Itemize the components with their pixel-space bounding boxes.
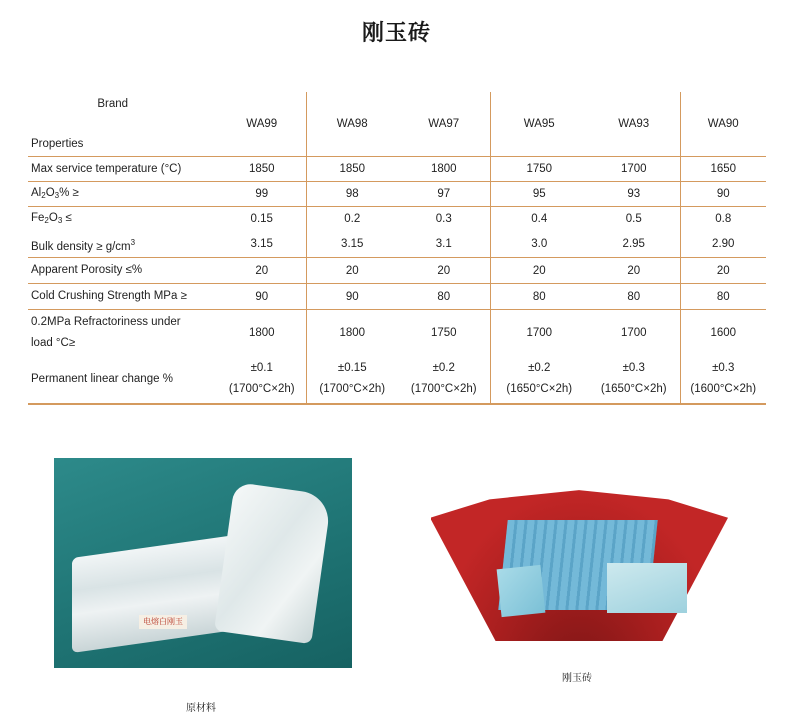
table-cell: 0.5 [588,207,680,232]
brand-column-header: WA93 [588,92,680,157]
table-cell: 1750 [398,310,490,356]
properties-table [28,92,766,405]
table-cell: ±0.3 (1650°C×2h) [588,356,680,404]
raw-material-photo [54,458,352,668]
table-row [28,232,766,258]
brand-column-header: WA90 [707,118,739,130]
table-row [28,310,766,356]
table-cell: ±0.15 (1700°C×2h) [319,362,386,396]
brick-caption: 刚玉砖 [562,673,592,684]
table-cell: 80 [716,290,730,303]
table-cell: 2.95 [588,232,680,258]
table-cell: 80 [532,290,546,303]
table-cell: 97 [398,182,490,207]
table-cell: 90 [345,290,359,303]
properties-heading: Properties [31,138,84,150]
row-label: Permanent linear change % [31,372,173,385]
table-row [28,157,766,182]
row-label: $Fe_2O_3$ ≤ [31,211,72,225]
row-label: 0.2MPa Refractoriness under load °C≥ [31,316,181,350]
table-cell: 1700 [588,310,680,356]
table-cell: 1700 [526,327,553,340]
brand-column-header: WA98 [336,118,368,130]
corundum-brick [497,565,546,617]
table-cell: 1800 [218,310,306,356]
corundum-chunk [214,482,332,644]
table-cell: 99 [218,182,306,207]
table-cell: 20 [532,264,546,277]
table-row [28,356,766,404]
table-row [28,284,766,310]
table-cell: 90 [218,284,306,310]
table-header-row [28,92,766,157]
table-row [28,182,766,207]
page-title: 刚玉砖 [361,20,431,46]
table-cell: ±0.2 (1650°C×2h) [506,362,573,396]
table-cell: 1700 [588,157,680,182]
table-cell: 3.15 [218,232,306,258]
brand-heading: Brand [97,98,128,110]
table-cell: 93 [588,182,680,207]
corundum-brick-photo [431,487,728,641]
row-label: Apparent Porosity ≤% [31,264,143,277]
table-row [28,207,766,232]
row-label: Max service temperature (°C) [31,162,182,175]
table-cell: 80 [588,284,680,310]
corundum-brick [607,563,687,613]
table-cell: 0.3 [398,207,490,232]
row-label: Bulk density ≥ $g/cm^3$ [31,237,136,253]
table-cell: 3.15 [341,238,364,251]
table-cell: 0.8 [715,213,732,226]
table-cell: 20 [345,264,359,277]
table-cell: 1750 [526,163,553,175]
table-cell: ±0.2 (1700°C×2h) [398,356,490,404]
raw-material-tag: 电熔白刚玉 [139,615,187,629]
raw-material-caption: 原材料 [186,703,216,714]
table-cell: 98 [345,188,359,200]
table-cell: 20 [398,258,490,284]
table-cell: 1600 [710,327,737,340]
table-cell: 20 [716,264,730,277]
brand-column-header: WA99 [218,92,306,157]
table-cell: 90 [716,188,730,200]
table-cell: 3.1 [398,232,490,258]
table-cell: 1850 [218,157,306,182]
table-cell: 20 [588,258,680,284]
row-label: $Al_2O_3\%$ ≥ [31,186,79,200]
table-cell: 0.2 [344,213,361,226]
table-cell: 1850 [339,163,366,175]
table-cell: 80 [398,284,490,310]
brand-column-header: WA95 [523,118,555,130]
table-cell: 20 [218,258,306,284]
table-cell: 1650 [710,163,737,175]
table-cell: 2.90 [712,238,735,251]
table-cell: 0.15 [218,207,306,232]
row-label: Cold Crushing Strength MPa ≥ [31,290,187,303]
table-cell: ±0.3 (1600°C×2h) [690,362,757,396]
brand-column-header: WA97 [398,92,490,157]
table-cell: 3.0 [531,238,548,251]
table-cell: 1800 [339,327,366,340]
table-row [28,258,766,284]
table-cell: 0.4 [531,213,548,226]
table-cell: 1800 [398,157,490,182]
header-corner-cell [28,92,218,157]
table-cell: ±0.1 (1700°C×2h) [218,356,306,404]
corundum-chunk [72,534,242,653]
table-cell: 95 [532,188,546,200]
